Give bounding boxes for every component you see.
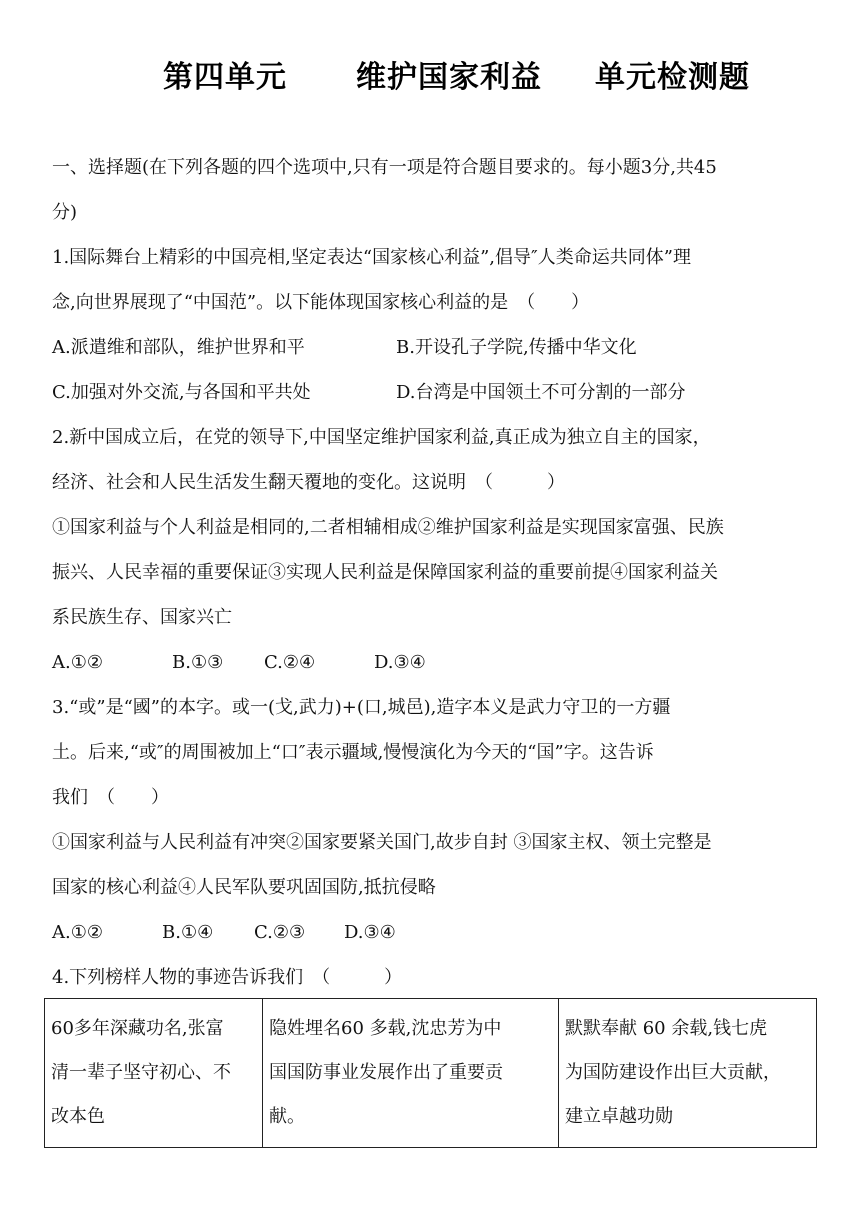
cell-line: 为国防建设作出巨大贡献， bbox=[565, 1062, 781, 1083]
q3-statement-line2: 国家的核心利益④人民军队要巩固国防,抵抗侵略 bbox=[52, 877, 436, 898]
title-theme: 维护国家利益 bbox=[356, 60, 542, 95]
q1-option-c: C.加强对外交流,与各国和平共处 bbox=[52, 382, 311, 403]
q3-option-d: D.③④ bbox=[344, 922, 396, 943]
title-unit: 第四单元 bbox=[163, 60, 287, 95]
q3-stem-line1: 3.“或”是“國”的本字。或一(戈,武力)+(口,城邑),造字本义是武力守卫的一方疆 bbox=[52, 697, 671, 718]
q3-statement-line1: ①国家利益与人民利益有冲突②国家要紧关国门,故步自封 ③国家主权、领土完整是 bbox=[52, 832, 712, 853]
q2-stem-line2: 经济、社会和人民生活发生翻天覆地的变化。这说明 （ ） bbox=[52, 472, 565, 493]
q3-option-b: B.①④ bbox=[162, 922, 214, 943]
q1-option-b: B.开设孔子学院,传播中华文化 bbox=[396, 337, 637, 358]
q3-option-c: C.②③ bbox=[254, 922, 306, 943]
cell-line: 国国防事业发展作出了重要贡 bbox=[269, 1062, 503, 1083]
cell-line: 改本色 bbox=[51, 1106, 105, 1127]
q2-option-a: A.①② bbox=[52, 652, 103, 673]
cell-line: 隐姓埋名60 多载,沈忠芳为中 bbox=[269, 1018, 502, 1039]
q2-option-d: D.③④ bbox=[374, 652, 426, 673]
q3-option-a: A.①② bbox=[52, 922, 103, 943]
table-cell-qian-qihu bbox=[559, 999, 817, 1148]
table-row bbox=[45, 999, 817, 1148]
cell-line: 建立卓越功勋 bbox=[565, 1106, 673, 1127]
q2-stem-line1: 2.新中国成立后，在党的领导下,中国坚定维护国家利益,真正成为独立自主的国家， bbox=[52, 427, 711, 448]
cell-line: 60多年深藏功名,张富 bbox=[51, 1018, 224, 1039]
section-header-line2: 分) bbox=[52, 202, 78, 223]
q2-option-c: C.②④ bbox=[264, 652, 316, 673]
cell-line: 默默奉献 60 余载,钱七虎 bbox=[565, 1018, 768, 1039]
q3-stem-line2: 土。后来,“或″的周围被加上“口″表示疆域,慢慢演化为今天的“国”字。这告诉 bbox=[52, 742, 654, 763]
q1-option-a: A.派遣维和部队，维护世界和平 bbox=[52, 337, 305, 358]
cell-line: 清一辈子坚守初心、不 bbox=[51, 1062, 231, 1083]
q3-stem-line3: 我们 （ ） bbox=[52, 787, 169, 808]
page-title bbox=[0, 52, 860, 100]
q2-option-b: B.①③ bbox=[172, 652, 224, 673]
q1-option-d: D.台湾是中国领土不可分割的一部分 bbox=[396, 382, 686, 403]
role-model-table bbox=[44, 998, 817, 1148]
q2-statement-line3: 系民族生存、国家兴亡 bbox=[52, 607, 232, 628]
table-cell-shen-zhongfang bbox=[263, 999, 559, 1148]
table-cell-zhang-fuqing bbox=[45, 999, 263, 1148]
q1-stem-line1: 1.国际舞台上精彩的中国亮相,坚定表达“国家核心利益”,倡导″人类命运共同体”理 bbox=[52, 247, 691, 268]
q4-stem: 4.下列榜样人物的事迹告诉我们 （ ） bbox=[52, 967, 403, 988]
q2-statement-line1: ①国家利益与个人利益是相同的,二者相辅相成②维护国家利益是实现国家富强、民族 bbox=[52, 517, 724, 538]
title-test: 单元检测题 bbox=[595, 60, 750, 95]
q2-statement-line2: 振兴、人民幸福的重要保证③实现人民利益是保障国家利益的重要前提④国家利益关 bbox=[52, 562, 718, 583]
section-header-line1: 一、选择题(在下列各题的四个选项中,只有一项是符合题目要求的。每小题3分,共45 bbox=[52, 157, 717, 178]
q1-stem-line2: 念,向世界展现了“中国范”。以下能体现国家核心利益的是 （ ） bbox=[52, 292, 590, 313]
cell-line: 献。 bbox=[269, 1106, 305, 1127]
